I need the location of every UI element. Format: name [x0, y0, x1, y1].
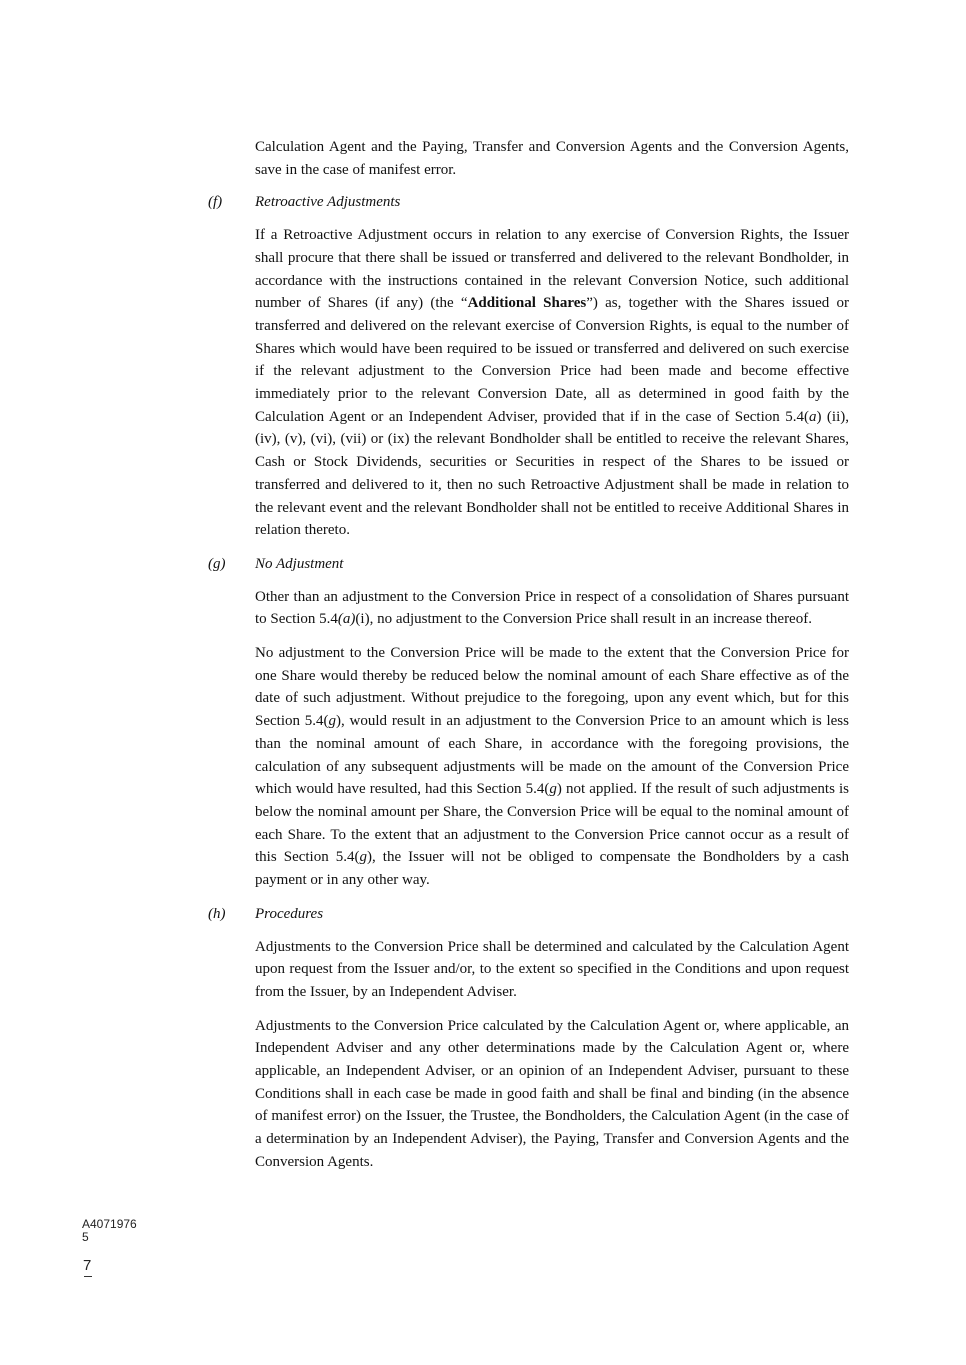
text-run: Other than an adjustment to the Conversion Price in respect of a consolidation of Shares pursuant to Section 5.4 [255, 588, 849, 628]
section-marker: (h) [208, 905, 226, 922]
section-paragraph [255, 586, 849, 631]
section-paragraph [255, 642, 849, 892]
page-number-underline [84, 1276, 92, 1277]
document-reference-line: A4071976 [82, 1217, 137, 1231]
section-title: Retroactive Adjustments [255, 194, 401, 211]
section-heading [208, 553, 849, 576]
text-run: ”) as, together with the Shares issued or transferred and delivered on the relevant exercise of Conversion Rights, is equal to the number of Shares which would have been required to be issued or transferred and delivered on such exercise if the relevant adjustment to the Conversion Price had been made and become effective immediately prior to the relevant Conversion Date, all as determined in good faith by the Calculation Agent or an Independent Adviser, provided that if in the case of Section 5.4( [255, 295, 849, 425]
italic-ref: a [808, 408, 817, 425]
intro-paragraph: Calculation Agent and the Paying, Transfer and Conversion Agents and the Conversion Agents, save in the case of manifest error. [255, 139, 849, 178]
section-title: No Adjustment [255, 555, 344, 572]
italic-ref: g [359, 849, 368, 866]
defined-term: Additional Shares [467, 295, 587, 312]
document-reference-line: 5 [82, 1230, 89, 1244]
section-marker: (f) [208, 194, 223, 211]
text-run: If a Retroactive Adjustment occurs in relation to any exercise of Conversion Rights, the Issuer shall procure that there shall be issued or transferred and delivered to the relevant Bondholder, in accordance with the instructions contained in the relevant Conversion Notice, such additional number of Shares (if any) (the “ [255, 227, 849, 312]
text-run: ), would result in an adjustment to the Conversion Price to an amount which is less than the nominal amount of each Share, in accordance with the foregoing provisions, the calculation of any subsequent adjustments will be made on the amount of the Conversion Price which would have resulted, had this Section 5.4( [255, 713, 849, 798]
section-paragraph: Adjustments to the Conversion Price shall be determined and calculated by the Calculation Agent upon request from the Issuer and/or, to the extent so specified in the Conditions and upon request from the Issuer, by an Independent Adviser. [255, 938, 849, 1000]
document-reference [82, 1218, 137, 1244]
section-heading [208, 191, 849, 214]
italic-ref: (a) [337, 611, 356, 628]
page-number: 7 [83, 1257, 92, 1274]
section-title: Procedures [255, 905, 324, 922]
document-body [208, 136, 849, 1185]
section-marker: (g) [208, 555, 226, 572]
text-run: ) not applied. If the result of such adjustments is below the nominal amount per Share, the Conversion Price will be equal to the nominal amount of each Share. To the extent that an adjustment to the Conversion Price cannot occur as a result of this Section 5.4( [255, 781, 849, 866]
italic-ref: g [328, 713, 337, 730]
section-heading [208, 903, 849, 926]
section-paragraph: Adjustments to the Conversion Price calculated by the Calculation Agent or, where applicable, an Independent Adviser and any other determinations made by the Calculation Agent or, where applicable, an Independent Adviser, or an opinion of an Independent Adviser, pursuant to these Conditions shall in each case be made in good faith and shall be final and binding (in the absence of manifest error) on the Issuer, the Trustee, the Bondholders, the Calculation Agent (in the case of a determination by an Independent Adviser), the Paying, Transfer and Conversion Agents and the Conversion Agents. [255, 1017, 849, 1170]
section-retroactive-adjustments [208, 191, 849, 542]
section-paragraph [255, 224, 849, 542]
section-procedures [208, 903, 849, 1174]
section-no-adjustment [208, 553, 849, 892]
text-run: ) (ii), (iv), (v), (vi), (vii) or (ix) the relevant Bondholder shall be entitled to receive the relevant Shares, Cash or Stock Dividends, securities or Securities in respect of the Shares to be issued or transferred and delivered to it, then no such Retroactive Adjustment shall be made in relation to the relevant event and the relevant Bondholder shall not be entitled to receive Additional Shares in relation thereto. [255, 408, 849, 539]
text-run: No adjustment to the Conversion Price will be made to the extent that the Conversion Price for one Share would thereby be reduced below the nominal amount of each Share effective as of the date of such adjustment. Without prejudice to the foregoing, upon any event which, but for this Section 5.4( [255, 645, 849, 730]
text-run: (i), no adjustment to the Conversion Price shall result in an increase thereof. [355, 611, 812, 628]
text-run: ), the Issuer will not be obliged to compensate the Bondholders by a cash payment or in any other way. [255, 849, 849, 889]
italic-ref: g [549, 781, 557, 798]
